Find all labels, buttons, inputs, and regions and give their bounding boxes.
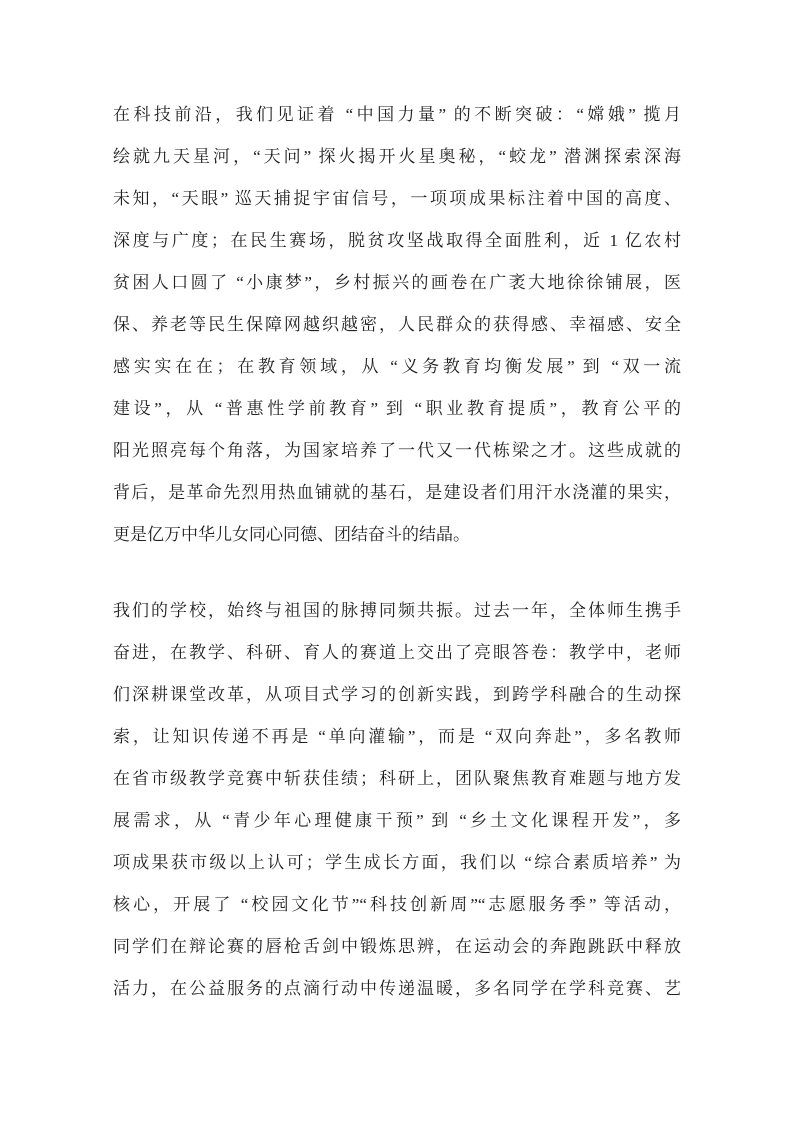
text-line: 背后，是革命先烈用热血铺就的基石，是建设者们用汗水浇灌的果实，: [113, 483, 681, 502]
text-line: 索，让知识传递不再是 “单向灌输”，而是 “双向奔赴”，多名教师: [113, 727, 681, 746]
text-line: 奋进，在教学、科研、育人的赛道上交出了亮眼答卷：教学中，老师: [113, 643, 681, 662]
text-line: 活力，在公益服务的点滴行动中传递温暖，多名同学在学科竞赛、艺: [113, 979, 681, 998]
text-line: 未知，“天眼” 巡天捕捉宇宙信号，一项项成果标注着中国的高度、: [113, 189, 681, 208]
text-line: 们深耕课堂改革，从项目式学习的创新实践，到跨学科融合的生动探: [113, 685, 681, 704]
text-line: 我们的学校，始终与祖国的脉搏同频共振。过去一年，全体师生携手: [113, 601, 681, 620]
paragraph-2: [113, 590, 681, 1010]
text-line: 项成果获市级以上认可；学生成长方面，我们以 “综合素质培养” 为: [113, 853, 681, 872]
paragraph-1: [113, 94, 681, 556]
text-line: 绘就九天星河，“天问” 探火揭开火星奥秘，“蛟龙” 潜渊探索深海: [113, 147, 681, 166]
text-column: [113, 94, 681, 1010]
text-line: 贫困人口圆了 “小康梦”，乡村振兴的画卷在广袤大地徐徐铺展，医: [113, 273, 681, 292]
text-line: 深度与广度；在民生赛场，脱贫攻坚战取得全面胜利，近 1 亿农村: [113, 231, 681, 250]
text-line: 感实实在在；在教育领域，从 “义务教育均衡发展” 到 “双一流: [113, 357, 681, 376]
text-line: 核心，开展了 “校园文化节”“科技创新周”“志愿服务季” 等活动，: [113, 895, 681, 914]
text-line: 同学们在辩论赛的唇枪舌剑中锻炼思辨，在运动会的奔跑跳跃中释放: [113, 937, 681, 956]
text-line: 保、养老等民生保障网越织越密，人民群众的获得感、幸福感、安全: [113, 315, 681, 334]
text-line: 在科技前沿，我们见证着 “中国力量” 的不断突破：“嫦娥” 揽月: [113, 105, 681, 124]
text-line: 在省市级教学竞赛中斩获佳绩；科研上，团队聚焦教育难题与地方发: [113, 769, 681, 788]
text-line: 建设”，从 “普惠性学前教育” 到 “职业教育提质”，教育公平的: [113, 399, 681, 418]
text-line: 更是亿万中华儿女同心同德、团结奋斗的结晶。: [113, 525, 470, 544]
text-line: 展需求，从 “青少年心理健康干预” 到 “乡土文化课程开发”，多: [113, 811, 681, 830]
text-line: 阳光照亮每个角落，为国家培养了一代又一代栋梁之才。这些成就的: [113, 441, 681, 460]
